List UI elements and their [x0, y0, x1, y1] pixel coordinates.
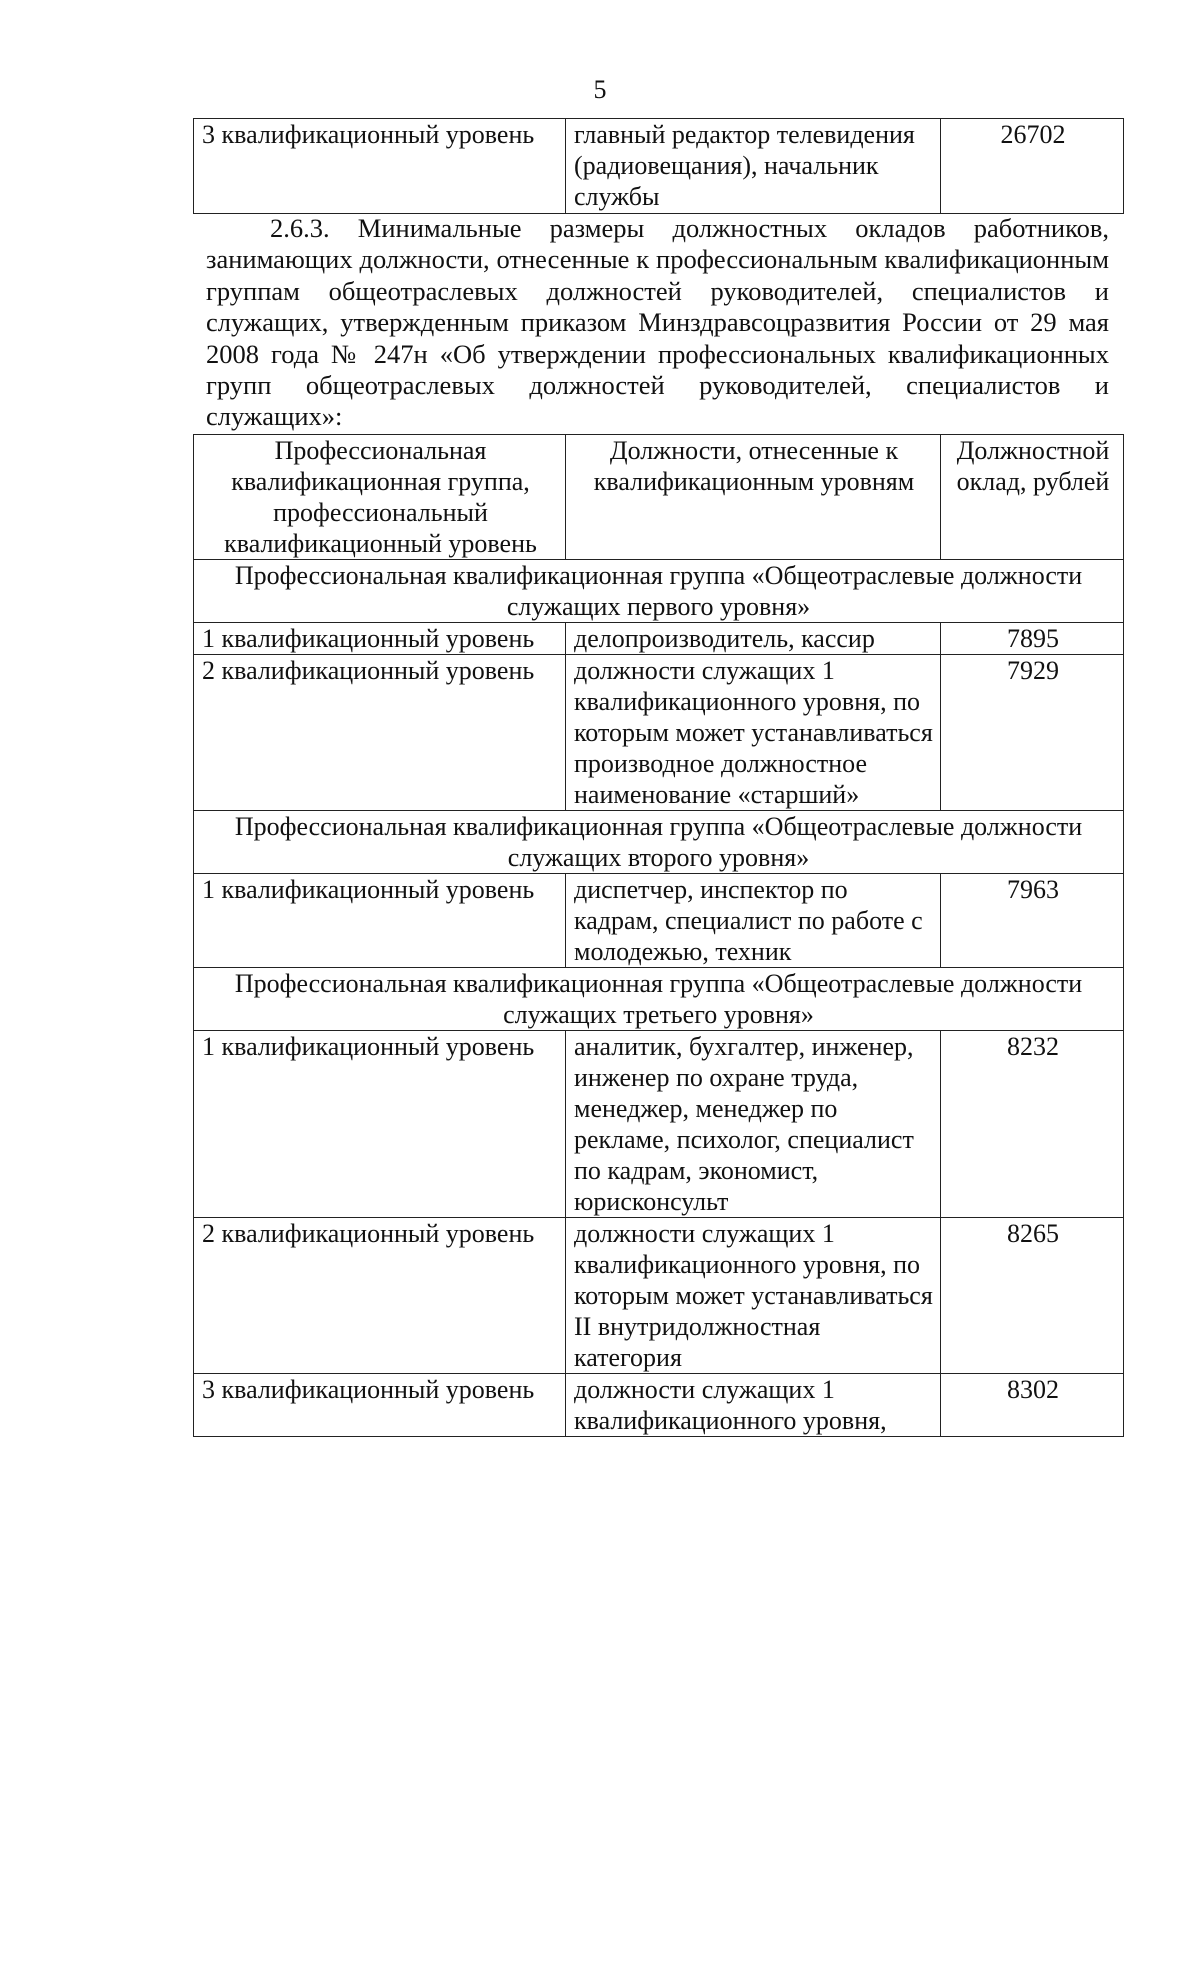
qualification-level-cell: 2 квалификационный уровень: [194, 1218, 566, 1374]
salary-cell: 8302: [941, 1374, 1124, 1437]
section-paragraph: 2.6.3. Минимальные размеры должностных окладов работников, занимающих должности, отнесенные к профессиональным квалификационным группам общеотраслевых должностей руководителей, специалистов и служащих, утвержденным приказом Минздравсоцразвития России от 29 мая 2008 года № 247н «Об утверждении профессиональных квалификационных групп общеотраслевых должностей руководителей, специалистов и служащих»:: [206, 213, 1109, 432]
table-row: [194, 1031, 1124, 1218]
qualification-level-cell: 3 квалификационный уровень: [194, 1374, 566, 1437]
group-row: [194, 560, 1124, 623]
salary-cell: 7963: [941, 874, 1124, 968]
group-title: Профессиональная квалификационная группа «Общеотраслевые должности служащих второго уровня»: [194, 811, 1124, 874]
positions-cell: делопроизводитель, кассир: [566, 623, 941, 655]
positions-cell: главный редактор телевидения (радиовещания), начальник службы: [566, 119, 941, 214]
salary-cell: 8232: [941, 1031, 1124, 1218]
qualification-level-cell: 1 квалификационный уровень: [194, 623, 566, 655]
column-header-positions: Должности, отнесенные к квалификационным уровням: [566, 435, 941, 560]
positions-cell: должности служащих 1 квалификационного уровня,: [566, 1374, 941, 1437]
table-row: [194, 655, 1124, 811]
salary-table: [193, 434, 1124, 1437]
salary-cell: 26702: [941, 119, 1124, 214]
table-row: [194, 623, 1124, 655]
salary-cell: 7895: [941, 623, 1124, 655]
positions-cell: аналитик, бухгалтер, инженер, инженер по охране труда, менеджер, менеджер по рекламе, психолог, специалист по кадрам, экономист, юрисконсульт: [566, 1031, 941, 1218]
positions-cell: диспетчер, инспектор по кадрам, специалист по работе с молодежью, техник: [566, 874, 941, 968]
group-title: Профессиональная квалификационная группа «Общеотраслевые должности служащих первого уровня»: [194, 560, 1124, 623]
group-title: Профессиональная квалификационная группа «Общеотраслевые должности служащих третьего уровня»: [194, 968, 1124, 1031]
salary-cell: 7929: [941, 655, 1124, 811]
qualification-level-cell: 1 квалификационный уровень: [194, 874, 566, 968]
qualification-level-cell: 2 квалификационный уровень: [194, 655, 566, 811]
table-row: [194, 1218, 1124, 1374]
table-header-row: [194, 435, 1124, 560]
salary-cell: 8265: [941, 1218, 1124, 1374]
column-header-salary: Должностной оклад, рублей: [941, 435, 1124, 560]
qualification-level-cell: 3 квалификационный уровень: [194, 119, 566, 214]
page-number: 5: [593, 75, 607, 104]
group-row: [194, 811, 1124, 874]
column-header-qualification-group: Профессиональная квалификационная группа, профессиональный квалификационный уровень: [194, 435, 566, 560]
group-row: [194, 968, 1124, 1031]
positions-cell: должности служащих 1 квалификационного уровня, по которым может устанавливаться II внутридолжностная категория: [566, 1218, 941, 1374]
table-row: [194, 119, 1124, 214]
top-salary-table: [193, 118, 1124, 214]
qualification-level-cell: 1 квалификационный уровень: [194, 1031, 566, 1218]
table-row: [194, 1374, 1124, 1437]
positions-cell: должности служащих 1 квалификационного уровня, по которым может устанавливаться производное должностное наименование «старший»: [566, 655, 941, 811]
table-row: [194, 874, 1124, 968]
